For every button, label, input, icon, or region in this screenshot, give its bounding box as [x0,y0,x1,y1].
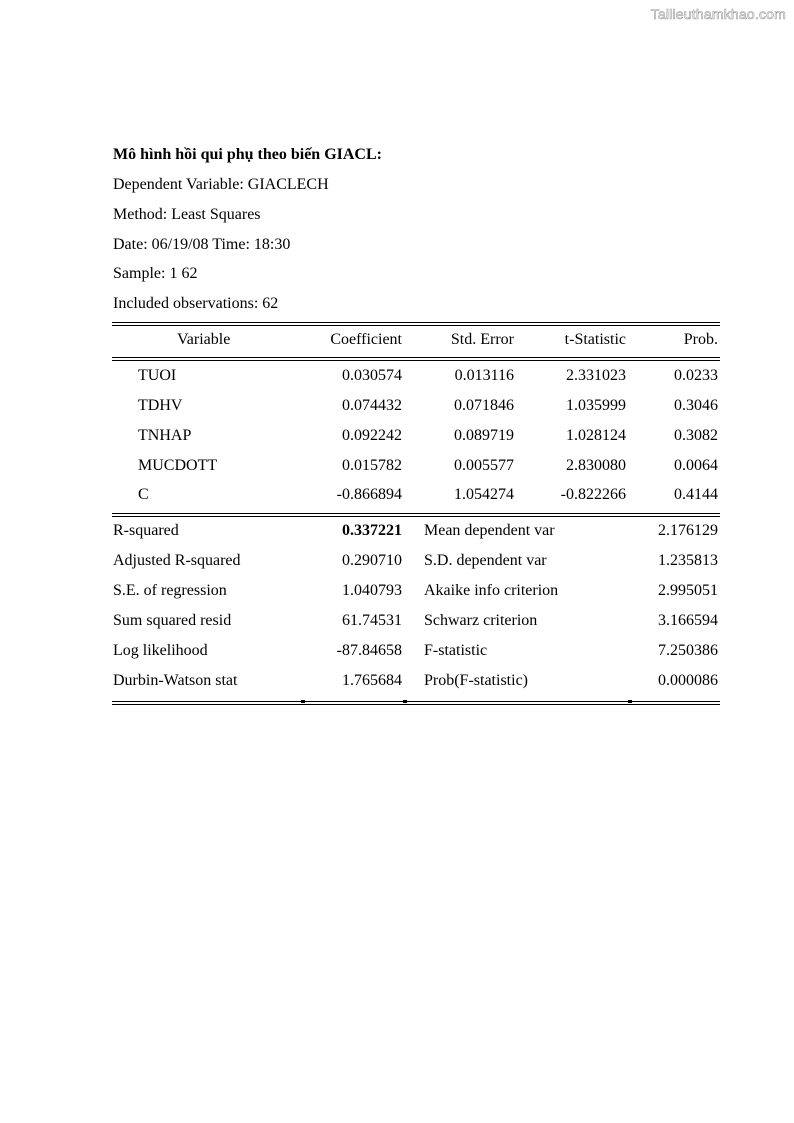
stats-top-rule [112,513,720,517]
stat-label-left: Sum squared resid [113,612,232,629]
stat-value-left: 61.74531 [342,612,402,629]
cell-variable: MUCDOTT [138,457,218,474]
date-time: Date: 06/19/08 Time: 18:30 [113,236,291,253]
method: Method: Least Squares [113,206,261,223]
stat-value-right: 1.235813 [658,552,718,569]
cell-prob: 0.3082 [674,427,718,444]
header-rule [112,357,720,361]
stat-value-right: 2.995051 [658,582,718,599]
dependent-variable: Dependent Variable: GIACLECH [113,176,329,193]
cell-variable: TNHAP [138,427,192,444]
stat-label-right: Schwarz criterion [424,612,538,629]
cell-coefficient: 0.030574 [342,367,402,384]
cell-std-error: 0.071846 [454,397,514,414]
cell-coefficient: 0.092242 [342,427,402,444]
header-coefficient: Coefficient [330,331,402,348]
cell-variable: TUOI [138,367,177,384]
stat-label-left: Adjusted R-squared [113,552,241,569]
watermark-text: Tailieuthamkhao.com [650,6,786,22]
rule-tick [301,700,305,703]
cell-prob: 0.4144 [674,486,718,503]
stat-value-right: 2.176129 [658,522,718,539]
stat-label-left: Log likelihood [113,642,208,659]
stat-value-left: 1.765684 [342,672,402,689]
stat-label-left: Durbin-Watson stat [113,672,238,689]
stat-value-left: 1.040793 [342,582,402,599]
section-title: Mô hình hồi qui phụ theo biến GIACL: [113,146,382,163]
table-top-rule [112,322,720,326]
cell-coefficient: 0.074432 [342,397,402,414]
cell-prob: 0.0233 [674,367,718,384]
observations: Included observations: 62 [113,295,279,312]
stat-label-right: S.D. dependent var [424,552,547,569]
cell-prob: 0.0064 [674,457,718,474]
cell-std-error: 0.089719 [454,427,514,444]
cell-prob: 0.3046 [674,397,718,414]
stat-value-left: 0.337221 [342,522,402,539]
stat-label-right: Mean dependent var [424,522,555,539]
cell-std-error: 0.005577 [454,457,514,474]
header-t-statistic: t-Statistic [564,331,626,348]
cell-variable: C [138,486,149,503]
header-std-error: Std. Error [450,331,514,348]
stat-value-right: 3.166594 [658,612,718,629]
cell-variable: TDHV [138,397,183,414]
cell-t-statistic: 2.331023 [566,367,626,384]
cell-std-error: 0.013116 [454,367,514,384]
stat-value-left: -87.84658 [336,642,402,659]
cell-coefficient: -0.866894 [336,486,402,503]
cell-coefficient: 0.015782 [342,457,402,474]
stat-label-right: Prob(F-statistic) [424,672,528,689]
sample: Sample: 1 62 [113,265,198,282]
rule-tick [403,700,407,703]
cell-t-statistic: 1.035999 [566,397,626,414]
cell-std-error: 1.054274 [454,486,514,503]
stat-label-right: Akaike info criterion [424,582,559,599]
cell-t-statistic: 2.830080 [566,457,626,474]
stat-value-right: 7.250386 [658,642,718,659]
header-variable: Variable [177,331,231,348]
cell-t-statistic: -0.822266 [560,486,626,503]
cell-t-statistic: 1.028124 [566,427,626,444]
stat-value-left: 0.290710 [342,552,402,569]
stat-value-right: 0.000086 [658,672,718,689]
stat-label-left: R-squared [113,522,179,539]
rule-tick [628,700,632,703]
header-prob: Prob. [683,331,718,348]
stat-label-left: S.E. of regression [113,582,227,599]
stat-label-right: F-statistic [424,642,488,659]
